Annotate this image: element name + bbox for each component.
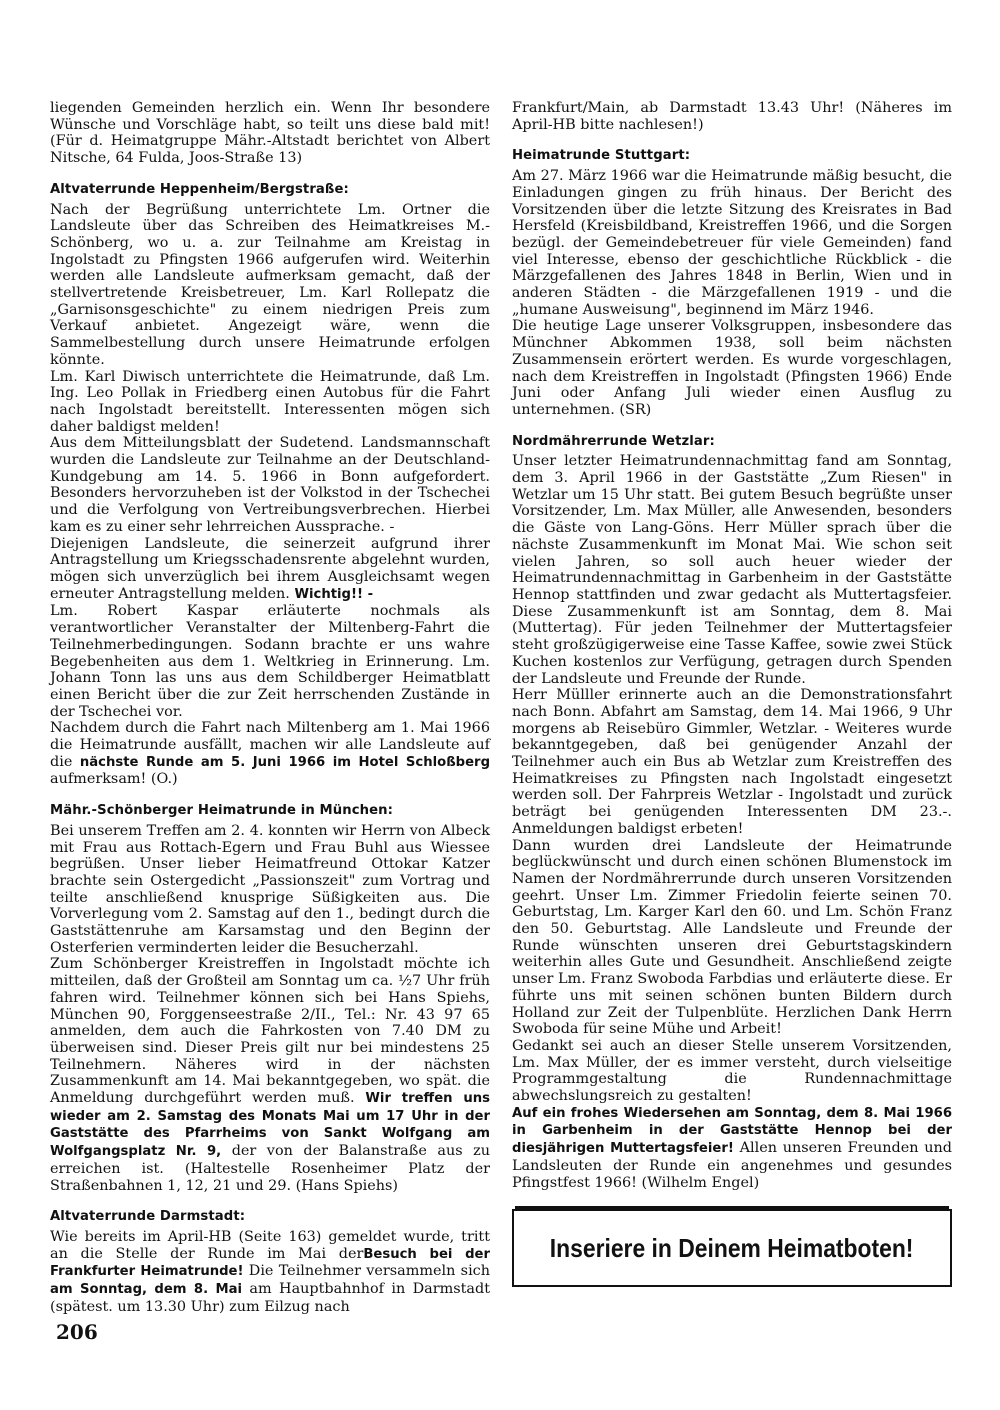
left-column [50, 100, 490, 1316]
bold-text: Wichtig!! - [294, 586, 374, 602]
paragraph: Nach der Begrüßung unterrichtete Lm. Ortner die Landsleute über das Schreiben des Heimatkreises M.-Schönberg, wo u. a. zur Teilnahme am Kreistag in Ingolstadt zu Pfingsten 1966 aufgerufen wird. Weiterhin werden alle Landsleute aufmerksam gemacht, daß der stellvertretende Kreisbetreuer, Lm. Karl Rollepatz die „Garnisonsgeschichte" zu einem niedrigen Preis zum Verkauf anbietet. Angezeigt wäre, wenn die Sammelbestellung durch unsere Heimatrunde erfolgen könnte. [50, 201, 490, 368]
section-heading-stuttgart: Heimatrunde Stuttgart: [512, 148, 691, 164]
paragraph: Gedankt sei auch an dieser Stelle unserem Vorsitzenden, Lm. Max Müller, der es immer versteht, durch vielseitige Programmgestaltung die Rundennachmittage abwechslungsreich zu gestalten! [512, 1037, 952, 1105]
section-heading-heppenheim: Altvaterrunde Heppenheim/Bergstraße: [50, 181, 349, 197]
text-span: Zum Schönberger Kreistreffen in Ingolstadt möchte ich mitteilen, daß der Großteil am Sonntag um ca. ½7 Uhr früh fahren wird. Teilnehmer können sich bei Hans Spiehs, München 90, Forggenseestraße 2/II., Tel.: Nr. 43 97 65 anmelden, dem auch die Fahrkosten von 7.40 DM zu überweisen sind. Dieser Preis gilt nur bei mindestens 25 Teilnehmern. Näheres wird in der nächsten Zusammenkunft am 14. Mai bekanntgegeben, wo spät. die Anmeldung durchgeführt werden muß. [50, 956, 490, 1107]
paragraph: Lm. Robert Kaspar erläuterte nochmals als verantwortlicher Veranstalter der Miltenberg-Fahrt die Teilnehmerbedingungen. Sodann brachte er uns wahre Begebenheiten aus dem 1. Weltkrieg in Erinnerung. Lm. Johann Tonn las uns aus dem Schildberger Heimatblatt einen Bericht über die zur Zeit herrschenden Zustände in der Tschechei vor. [50, 603, 490, 720]
bold-text: Wir treffen uns wieder am 2. Samstag des Monats Mai um 17 Uhr in der Gaststätte des Pfarrheims von Sankt Wolfgang am Wolfgangsplatz Nr. 9, [50, 1091, 490, 1160]
section-heading-darmstadt: Altvaterrunde Darmstadt: [50, 1209, 246, 1225]
paragraph: liegenden Gemeinden herzlich ein. Wenn Ihr besondere Wünsche und Vorschläge habt, so teilt uns diese bald mit! (Für d. Heimatgruppe Mähr.-Altstadt berichtet von Albert Nitsche, 64 Fulda, Joos-Straße 13) [50, 100, 490, 167]
bold-text: am Sonntag, dem 8. Mai [50, 1282, 243, 1298]
bold-text: Besuch bei der Frankfurter Heimatrunde! [50, 1246, 490, 1280]
bold-text: nächste Runde am 5. Juni 1966 im Hotel Schloßberg [79, 754, 491, 770]
bold-text: Auf ein frohes Wiedersehen am Sonntag, dem 8. Mai 1966 in Garbenheim in der Gaststätte Hennop bei der diesjährigen Muttertagsfeier! [512, 1105, 952, 1157]
right-column [512, 100, 952, 1287]
paragraph: Bei unserem Treffen am 2. 4. konnten wir Herrn von Albeck mit Frau aus Rottach-Egern und Frau Buhl aus Wiessee begrüßen. Unser lieber Heimatfreund Ottokar Katzer brachte sein Ostergedicht „Passionszeit" zum Vortrag und teilte anschließend knusprige Süßigkeiten aus. Die Vorverlegung vom 2. Samstag auf den 1., bedingt durch die Gaststättenruhe am Karsamstag und den Beginn der Osterferien verminderten leider die Besucherzahl. [50, 822, 490, 956]
paragraph: Frankfurt/Main, ab Darmstadt 13.43 Uhr! (Näheres im April-HB bitte nachlesen!) [512, 100, 952, 133]
text-span: aufmerksam! (O.) [50, 771, 178, 788]
paragraph: Unser letzter Heimatrundennachmittag fand am Sonntag, dem 3. April 1966 in der Gaststätte „Zum Riesen" in Wetzlar um 15 Uhr statt. Bei gutem Besuch begrüßte unser Vorsitzender, Lm. Max Müller, alle Anwesenden, besonders die Gäste von Lang-Göns. Herr Müller sprach über die nächste Zusammenkunft im Monat Mai. Wie schon seit vielen Jahren, so soll auch heuer wieder der Heimatrundennachmittag in Garbenheim in der Gaststätte Hennop stattfinden und zwar gedacht als Muttertagsfeier. Diese Zusammenkunft ist am Sonntag, dem 8. Mai (Muttertag). Für jeden Teilnehmer der Muttertagsfeier steht großzügigerweise eine Tasse Kaffee, sowie zwei Stück Kuchen kostenlos zur Verfügung, getragen durch Spenden der Landsleute und Freunde der Runde. [512, 453, 952, 687]
advertisement-text: Inseriere in Deinem Heimatboten! [550, 1232, 914, 1263]
paragraph: Die heutige Lage unserer Volksgruppen, insbesondere das Münchner Abkommen 1938, soll beim nächsten Zusammensein erörtert werden. Es wurde vorgeschlagen, nach dem Kreistreffen in Ingolstadt (Pfingsten 1966) Ende Juni oder Anfang Juli wieder einen Ausflug zu unternehmen. (SR) [512, 318, 952, 418]
text-span: Die Teilnehmer versammeln sich [243, 1263, 490, 1280]
paragraph: Am 27. März 1966 war die Heimatrunde mäßig besucht, die Einladungen gingen zu früh hinaus. Der Bericht des Vorsitzenden über die letzte Sitzung des Kreisrates in Bad Hersfeld (Kreisbildband, Kreistreffen 1966, und die Sorgen bezügl. der Gemeindebetreuer für viele Gemeinden) fand viel Interesse, ebenso der geschichtliche Rückblick - die Märzgefallenen des Jahres 1848 in Berlin, Wien und in anderen Städten - die Märzgefallenen 1919 - und die „humane Ausweisung", beginnend im März 1946. [512, 168, 952, 318]
paragraph: Herr Mülller erinnerte auch an die Demonstrationsfahrt nach Bonn. Abfahrt am Samstag, dem 14. Mai 1966, 9 Uhr morgens ab Reisebüro Gimmler, Wetzlar. - Weiteres wurde bekanntgegeben, daß bei genügender Anzahl der Teilnehmer auch ein Bus ab Wetzlar zum Kreistreffen des Heimatkreises zu Pfingsten nach Ingolstadt eingesetzt werden soll. Der Fahrpreis Wetzlar - Ingolstadt und zurück beträgt bei genügenden Interessenten DM 23.-. Anmeldungen baldigst erbeten! [512, 687, 952, 837]
paragraph [50, 1229, 490, 1316]
advertisement-box [512, 1209, 952, 1287]
text-span: am Hauptbahnhof in Darmstadt (spätest. um 13.30 Uhr) zum Eilzug nach [50, 1281, 490, 1315]
paragraph [512, 1105, 952, 1192]
paragraph [50, 536, 490, 604]
text-span: Wie bereits im April-HB (Seite 163) gemeldet wurde, tritt an die Stelle der Runde im Mai der [50, 1229, 490, 1262]
text-span: Nachdem durch die Fahrt nach Miltenberg am 1. Mai 1966 die Heimatrunde ausfällt, machen wir alle Landsleute auf die [50, 720, 490, 770]
section-heading-muenchen: Mähr.-Schönberger Heimatrunde in München: [50, 803, 394, 819]
paragraph: Dann wurden drei Landsleute der Heimatrunde beglückwünscht und durch einen schönen Blumenstock im Namen der Nordmährerrunde durch unseren Vorsitzenden geehrt. Unser Lm. Zimmer Friedolin feierte seinen 70. Geburtstag, Lm. Karger Karl den 60. und Lm. Schön Franz den 50. Geburtstag. Alle Landsleute und Freunde der Runde wünschten unseren drei Geburtstagskindern weiterhin alles Gute und Gesundheit. Anschließend zeigte unser Lm. Franz Swoboda Farbdias und erläuterte diese. Er führte uns mit seinen schönen bunten Bildern durch Holland zur Zeit der Tulpenblüte. Herzlichen Dank Herrn Swoboda für seine Mühe und Arbeit! [512, 837, 952, 1038]
paragraph: Aus dem Mitteilungsblatt der Sudetend. Landsmannschaft wurden die Landsleute zur Teilnahme an der Deutschland-Kundgebung am 14. 5. 1966 in Bonn aufgefordert. Besonders hervorzuheben ist der Volkstod in der Tschechei und die Verfolgung von Vertreibungsverbrechen. Hierbei kam es zu einer sehr lehrreichen Aussprache. - [50, 435, 490, 535]
section-heading-wetzlar: Nordmährerrunde Wetzlar: [512, 433, 715, 449]
page-number: 206 [56, 1320, 98, 1344]
paragraph: Lm. Karl Diwisch unterrichtete die Heimatrunde, daß Lm. Ing. Leo Pollak in Friedberg einen Autobus für die Fahrt nach Ingolstadt bereitstellt. Interessenten mögen sich daher baldigst melden! [50, 368, 490, 435]
paragraph [50, 720, 490, 788]
text-span: Diejenigen Landsleute, die seinerzeit aufgrund ihrer Antragstellung um Kriegsschadensrente abgelehnt wurden, mögen sich unverzüglich bei ihrem Ausgleichsamt wegen erneuter Antragstellung melden. [50, 535, 490, 602]
text-span: der von der Balanstraße aus zu erreichen ist. (Haltestelle Rosenheimer Platz der Straßenbahnen 1, 12, 21 und 29. (Hans Spiehs) [50, 1143, 490, 1194]
paragraph [50, 956, 490, 1194]
text-span: Allen unseren Freunden und Landsleuten der Runde ein angenehmes und gesundes Pfingstfest 1966! (Wilhelm Engel) [512, 1140, 953, 1191]
